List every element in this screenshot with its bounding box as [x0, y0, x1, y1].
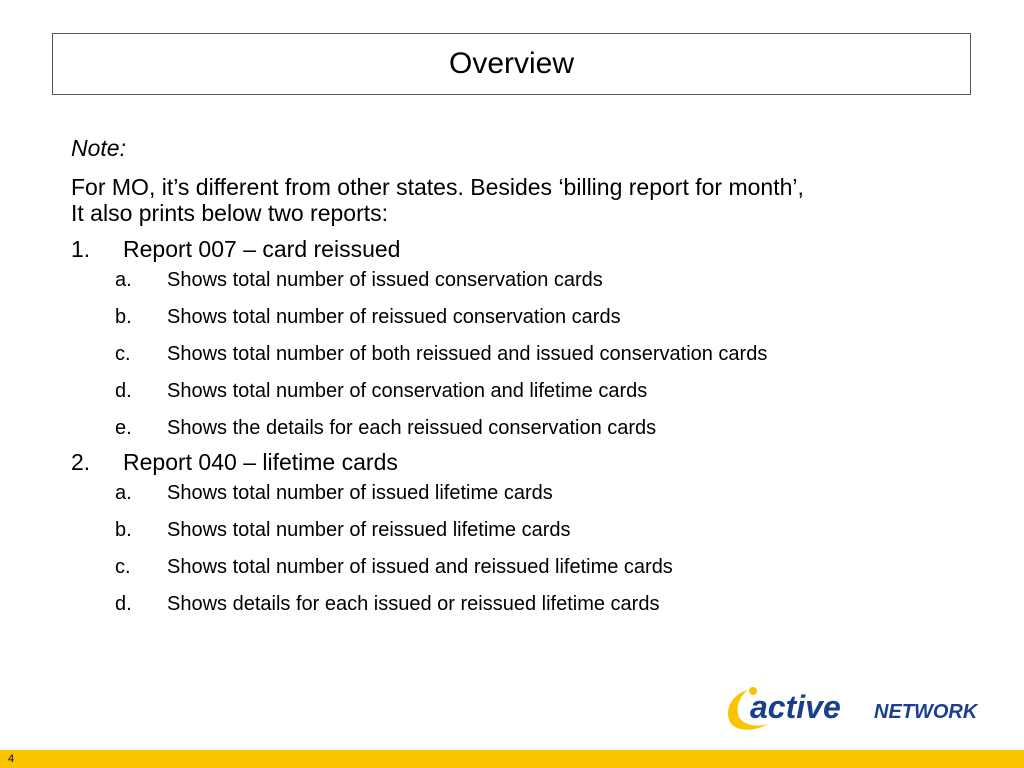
report-detail-item [115, 416, 1011, 441]
report-detail-item [115, 518, 1011, 543]
detail-text: Shows total number of issued and reissued lifetime cards [167, 556, 673, 578]
active-network-logo [724, 684, 994, 734]
detail-letter: c. [115, 556, 131, 578]
detail-letter: b. [115, 306, 132, 328]
detail-letter: d. [115, 380, 132, 402]
report-detail-item [115, 481, 1011, 506]
detail-text: Shows total number of conservation and lifetime cards [167, 380, 648, 402]
detail-letter: d. [115, 593, 132, 615]
intro-line-1: For MO, it’s different from other states. Besides ‘billing report for month’, [71, 174, 804, 200]
detail-text: Shows the details for each reissued conservation cards [167, 417, 657, 439]
detail-letter: e. [115, 417, 132, 439]
detail-text: Shows total number of issued lifetime cards [167, 482, 553, 504]
report-detail-item [115, 379, 1011, 404]
detail-text: Shows details for each issued or reissued lifetime cards [167, 593, 660, 615]
report-list [71, 234, 1011, 617]
report-detail-list [71, 481, 1011, 617]
report-title: Report 040 – lifetime cards [123, 449, 398, 475]
logo-word-network: NETWORK [874, 701, 978, 723]
detail-text: Shows total number of reissued lifetime cards [167, 519, 571, 541]
report-detail-item [115, 555, 1011, 580]
logo-mark-icon [724, 684, 994, 734]
intro-line-2: It also prints below two reports: [71, 200, 389, 226]
slide-body [71, 134, 1011, 623]
logo-word-active: active [750, 689, 841, 725]
report-detail-list [71, 268, 1011, 441]
report-detail-item [115, 305, 1011, 330]
report-detail-item [115, 592, 1011, 617]
detail-text: Shows total number of issued conservation cards [167, 269, 603, 291]
report-detail-item [115, 342, 1011, 367]
intro-paragraph [71, 174, 1011, 226]
report-number: 2. [71, 449, 91, 475]
footer-bar [0, 750, 1024, 768]
note-label: Note: [71, 135, 126, 161]
slide-title-box [52, 33, 971, 95]
slide-title: Overview [448, 47, 575, 80]
report-detail-item [115, 268, 1011, 293]
detail-text: Shows total number of both reissued and issued conservation cards [167, 343, 768, 365]
report-number: 1. [71, 236, 91, 262]
detail-letter: b. [115, 519, 132, 541]
detail-letter: a. [115, 269, 132, 291]
page-number: 4 [8, 753, 15, 765]
report-title: Report 007 – card reissued [123, 236, 401, 262]
report-item [71, 234, 1011, 441]
detail-letter: c. [115, 343, 131, 365]
detail-text: Shows total number of reissued conservation cards [167, 306, 621, 328]
report-item [71, 447, 1011, 617]
detail-letter: a. [115, 482, 132, 504]
